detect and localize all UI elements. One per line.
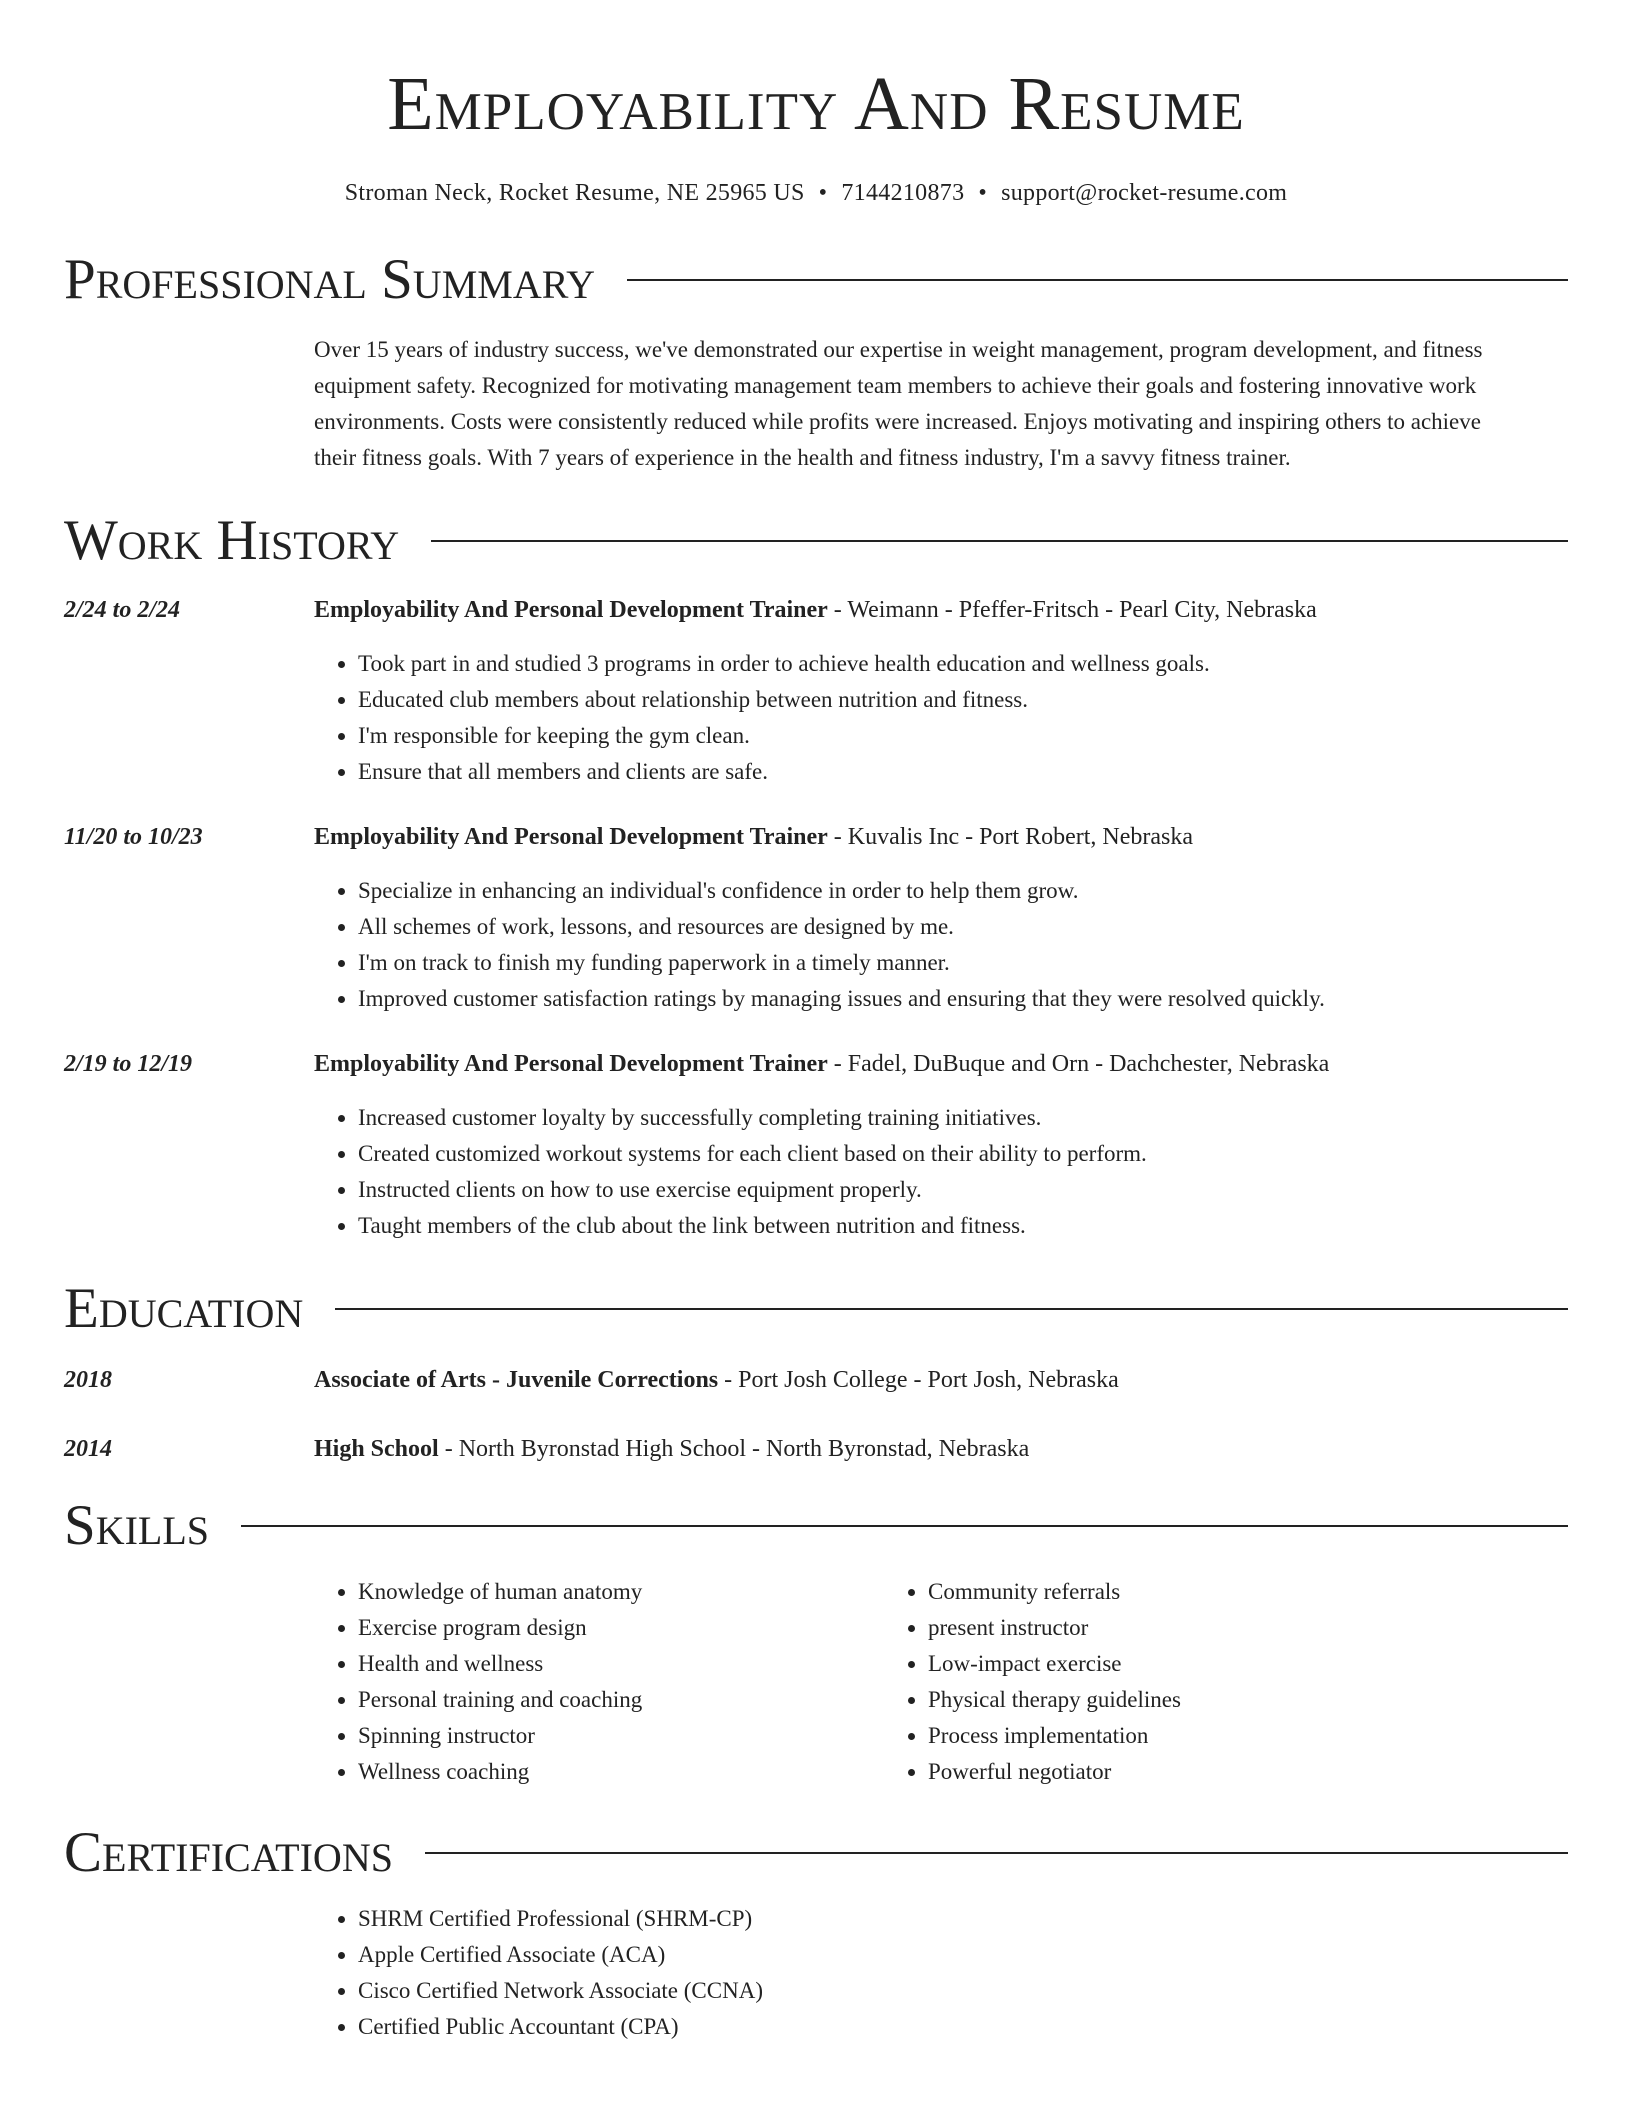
job-bullet: • I'm on track to finish my funding paperwork in a timely manner. bbox=[358, 945, 1568, 981]
education-entry bbox=[64, 1436, 1568, 1463]
job-details: - Kuvalis Inc - Port Robert, Nebraska bbox=[827, 824, 1194, 850]
skill-item: • Low-impact exercise bbox=[928, 1646, 1568, 1682]
contact-email: support@rocket-resume.com bbox=[1001, 180, 1288, 206]
skills-list bbox=[64, 1574, 1568, 1790]
job-bullet: • Increased customer loyalty by successfully completing training initiatives. bbox=[358, 1100, 1568, 1136]
job-bullet: • Specialize in enhancing an individual's confidence in order to help them grow. bbox=[358, 873, 1568, 909]
job-bullets bbox=[314, 873, 1568, 1017]
certifications-section-heading bbox=[64, 1821, 1568, 1884]
education-entry bbox=[64, 1367, 1568, 1394]
job-bullet: • I'm responsible for keeping the gym clean. bbox=[358, 718, 1568, 754]
skill-item: • present instructor bbox=[928, 1610, 1568, 1646]
section-divider bbox=[241, 1525, 1568, 1527]
work-heading: Work History bbox=[64, 509, 400, 572]
section-divider bbox=[627, 279, 1568, 281]
section-divider bbox=[335, 1308, 1568, 1310]
job-bullet: • Took part in and studied 3 programs in order to achieve health education and wellness goals. bbox=[358, 646, 1568, 682]
job-details: - Fadel, DuBuque and Orn - Dachchester, Nebraska bbox=[827, 1051, 1330, 1077]
section-divider bbox=[431, 540, 1568, 542]
skill-item: • Community referrals bbox=[928, 1574, 1568, 1610]
section-divider bbox=[425, 1852, 1568, 1854]
work-section-heading bbox=[64, 509, 1568, 572]
summary-section-heading bbox=[64, 248, 1568, 311]
skills-section-heading bbox=[64, 1494, 1568, 1557]
job-bullet: • Instructed clients on how to use exercise equipment properly. bbox=[358, 1172, 1568, 1208]
summary-text: Over 15 years of industry success, we've demonstrated our expertise in weight management, program development, and fitness equipment safety. Recognized for motivating management team members to achieve their goals and fostering innovative work environments. Costs were consistently reduced while profits were increased. Enjoys motivating and inspiring others to achieve their fitness goals. With 7 years of experience in the health and fitness industry, I'm a savvy fitness trainer. bbox=[314, 337, 1483, 470]
skill-item: • Powerful negotiator bbox=[928, 1754, 1568, 1790]
job-bullets bbox=[314, 646, 1568, 790]
skills-column-right bbox=[884, 1574, 1568, 1790]
skill-item: • Personal training and coaching bbox=[358, 1682, 884, 1718]
job-dates: 2/19 to 12/19 bbox=[64, 1051, 193, 1077]
skill-item: • Spinning instructor bbox=[358, 1718, 884, 1754]
contact-phone: 7144210873 bbox=[841, 180, 965, 206]
education-heading: Education bbox=[64, 1277, 304, 1340]
certification-item: • Apple Certified Associate (ACA) bbox=[358, 1937, 1568, 1973]
contact-separator: • bbox=[978, 180, 988, 206]
resume-name: Employability And Resume bbox=[387, 62, 1245, 146]
skills-heading: Skills bbox=[64, 1494, 210, 1557]
job-bullet: • Improved customer satisfaction ratings by managing issues and ensuring that they were resolved quickly. bbox=[358, 981, 1568, 1017]
job-title: Employability And Personal Development Trainer bbox=[314, 1051, 828, 1077]
skill-item: • Exercise program design bbox=[358, 1610, 884, 1646]
contact-separator: • bbox=[818, 180, 828, 206]
job-title: Employability And Personal Development Trainer bbox=[314, 597, 828, 623]
education-degree: High School bbox=[314, 1436, 439, 1462]
job-entry bbox=[64, 597, 1568, 790]
job-list bbox=[64, 597, 1568, 1244]
job-bullet: • Ensure that all members and clients are safe. bbox=[358, 754, 1568, 790]
job-bullet: • Created customized workout systems for each client based on their ability to perform. bbox=[358, 1136, 1568, 1172]
skill-item: • Health and wellness bbox=[358, 1646, 884, 1682]
education-year: 2018 bbox=[64, 1367, 112, 1393]
education-section-heading bbox=[64, 1277, 1568, 1340]
certification-item: • SHRM Certified Professional (SHRM-CP) bbox=[358, 1901, 1568, 1937]
education-details: - North Byronstad High School - North Byronstad, Nebraska bbox=[438, 1436, 1030, 1462]
skill-item: • Physical therapy guidelines bbox=[928, 1682, 1568, 1718]
education-details: - Port Josh College - Port Josh, Nebraska bbox=[718, 1367, 1119, 1393]
skill-item: • Process implementation bbox=[928, 1718, 1568, 1754]
job-bullets bbox=[314, 1100, 1568, 1244]
education-degree: Associate of Arts - Juvenile Corrections bbox=[314, 1367, 719, 1393]
job-details: - Weimann - Pfeffer-Fritsch - Pearl City, Nebraska bbox=[827, 597, 1317, 623]
job-dates: 2/24 to 2/24 bbox=[64, 597, 181, 623]
skill-item: • Wellness coaching bbox=[358, 1754, 884, 1790]
certifications-list bbox=[64, 1901, 1568, 2045]
job-bullet: • Taught members of the club about the link between nutrition and fitness. bbox=[358, 1208, 1568, 1244]
job-bullet: • All schemes of work, lessons, and resources are designed by me. bbox=[358, 909, 1568, 945]
contact-line bbox=[64, 180, 1568, 207]
summary-heading: Professional Summary bbox=[64, 248, 596, 311]
certifications-heading: Certifications bbox=[64, 1821, 393, 1884]
education-year: 2014 bbox=[64, 1436, 112, 1462]
job-title: Employability And Personal Development Trainer bbox=[314, 824, 828, 850]
certification-item: • Certified Public Accountant (CPA) bbox=[358, 2009, 1568, 2045]
job-entry bbox=[64, 824, 1568, 1017]
job-bullet: • Educated club members about relationship between nutrition and fitness. bbox=[358, 682, 1568, 718]
contact-address: Stroman Neck, Rocket Resume, NE 25965 US bbox=[344, 180, 805, 206]
certification-item: • Cisco Certified Network Associate (CCNA) bbox=[358, 1973, 1568, 2009]
job-dates: 11/20 to 10/23 bbox=[64, 824, 203, 850]
skills-column-left bbox=[314, 1574, 884, 1790]
job-entry bbox=[64, 1051, 1568, 1244]
skill-item: • Knowledge of human anatomy bbox=[358, 1574, 884, 1610]
